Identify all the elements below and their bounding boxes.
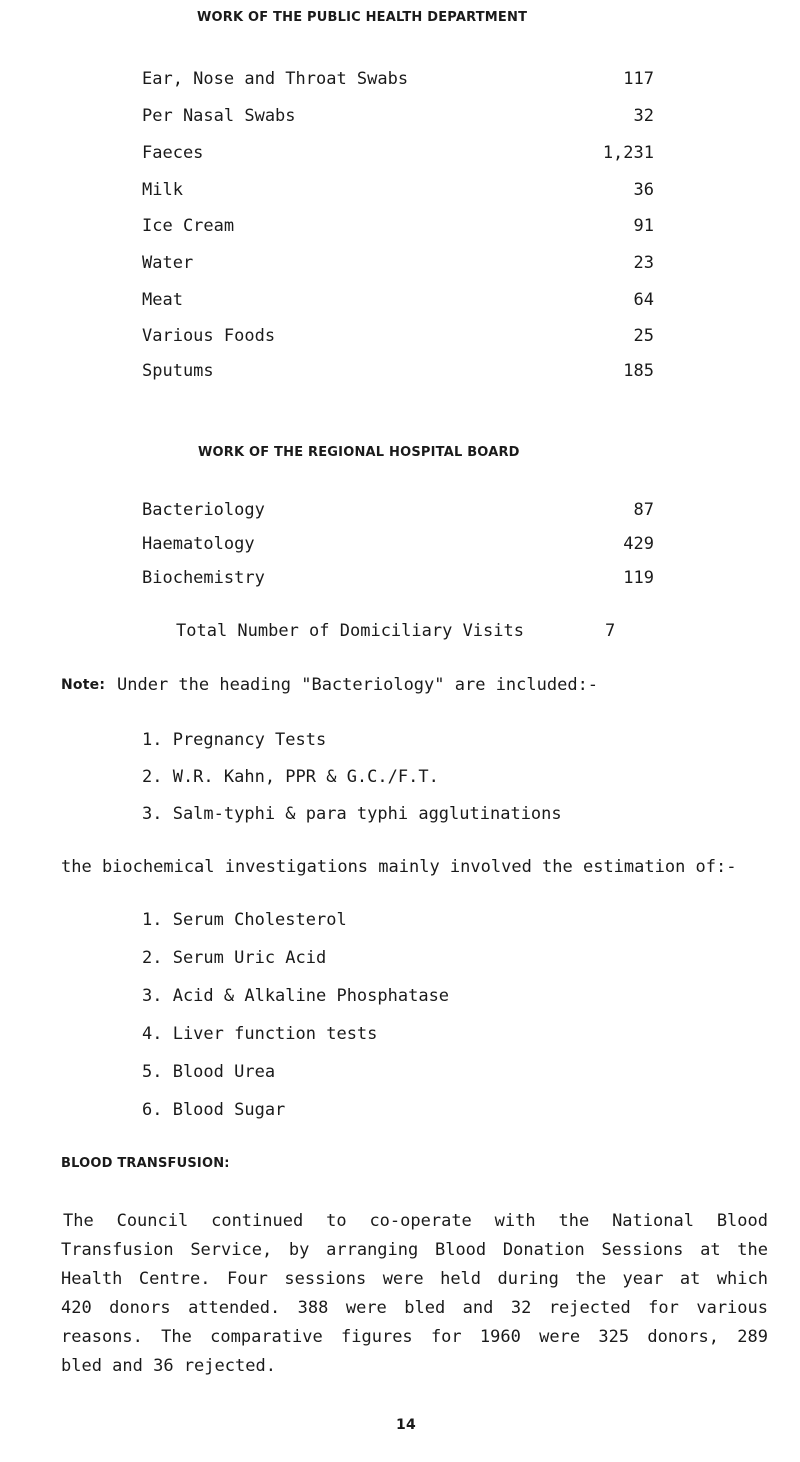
table-row-value: 25 [633, 326, 654, 346]
list-item: 3. Salm-typhi & para typhi agglutinations [142, 804, 562, 824]
table-row-value: 36 [633, 180, 654, 200]
table-row-value: 429 [623, 534, 654, 554]
list-item: 1. Pregnancy Tests [142, 730, 327, 750]
blood-transfusion-paragraph [61, 1207, 768, 1381]
table-row-value: 32 [633, 106, 654, 126]
table-row-label: Bacteriology [142, 500, 265, 520]
table-row-value: 119 [623, 568, 654, 588]
table-row-value: 185 [623, 361, 654, 381]
paragraph-line: Transfusion Service, by arranging Blood Donation Sessions at the [61, 1240, 768, 1260]
page-number: 14 [396, 1417, 416, 1433]
paragraph-line: The Council continued to co-operate with the National Blood [63, 1211, 768, 1231]
table-row-value: 87 [633, 500, 654, 520]
table-row-label: Biochemistry [142, 568, 265, 588]
regional-board-title: WORK OF THE REGIONAL HOSPITAL BOARD [198, 445, 520, 460]
paragraph-line: reasons. The comparative figures for 1960 were 325 donors, 289 [61, 1327, 768, 1347]
biochemical-intro: the biochemical investigations mainly involved the estimation of:- [61, 857, 737, 877]
table-row-label: Meat [142, 290, 183, 310]
paragraph-line: bled and 36 rejected. [61, 1356, 276, 1376]
note-label: Note: [61, 677, 106, 693]
table-row-label: Sputums [142, 361, 214, 381]
list-item: 2. W.R. Kahn, PPR & G.C./F.T. [142, 767, 439, 787]
table-row-label: Per Nasal Swabs [142, 106, 296, 126]
list-item: 6. Blood Sugar [142, 1100, 286, 1120]
domiciliary-visits-label: Total Number of Domiciliary Visits [176, 621, 524, 641]
table-row-label: Faeces [142, 143, 204, 163]
table-row-label: Haematology [142, 534, 255, 554]
blood-transfusion-title: BLOOD TRANSFUSION: [61, 1156, 230, 1171]
table-row-value: 1,231 [602, 143, 654, 163]
table-row-value: 91 [633, 216, 654, 236]
list-item: 5. Blood Urea [142, 1062, 276, 1082]
table-row-value: 117 [623, 69, 654, 89]
list-item: 2. Serum Uric Acid [142, 948, 327, 968]
note-text: Under the heading "Bacteriology" are included:- [117, 675, 599, 695]
domiciliary-visits-value: 7 [605, 621, 616, 641]
list-item: 3. Acid & Alkaline Phosphatase [142, 986, 450, 1006]
paragraph-line: Health Centre. Four sessions were held during the year at which [61, 1269, 768, 1289]
table-row-value: 64 [633, 290, 654, 310]
table-row-value: 23 [633, 253, 654, 273]
paragraph-line: 420 donors attended. 388 were bled and 32 rejected for various [61, 1298, 768, 1318]
public-health-title: WORK OF THE PUBLIC HEALTH DEPARTMENT [197, 10, 528, 25]
table-row-label: Ice Cream [142, 216, 235, 236]
table-row-label: Various Foods [142, 326, 276, 346]
table-row-label: Ear, Nose and Throat Swabs [142, 69, 409, 89]
table-row-label: Water [142, 253, 194, 273]
table-row-label: Milk [142, 180, 183, 200]
list-item: 4. Liver function tests [142, 1024, 378, 1044]
list-item: 1. Serum Cholesterol [142, 910, 347, 930]
